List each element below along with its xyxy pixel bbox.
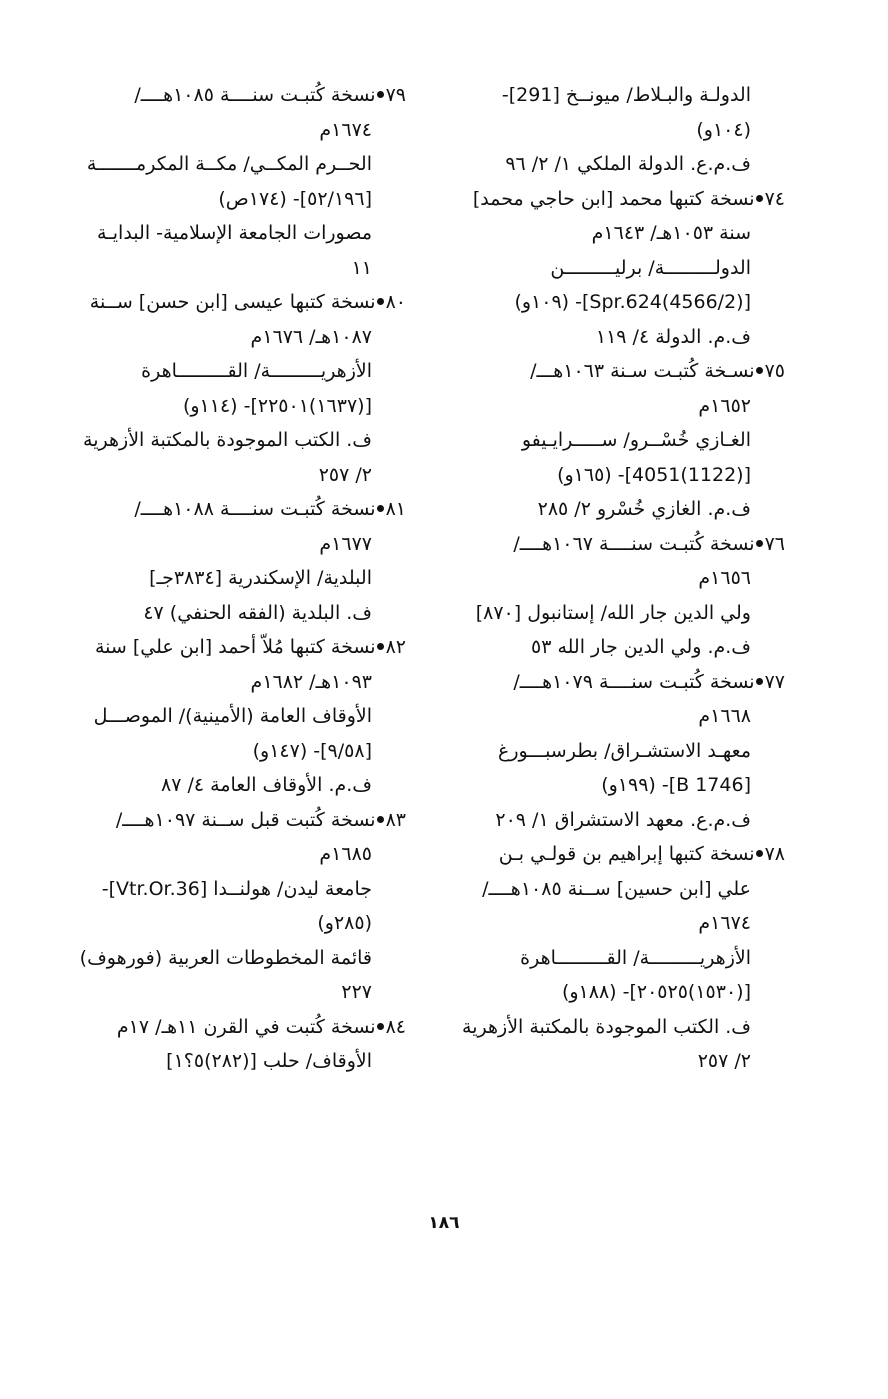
entry-number: ٨٢	[385, 636, 406, 658]
entry-line	[444, 113, 785, 148]
entry-text: نسـخة كُتبـت سـنة ١٠٦٣هـــ/	[530, 360, 755, 382]
entry-text: قائمة المخطوطات العربية (فورهوف)	[79, 946, 372, 969]
entry-line	[66, 216, 406, 251]
entry-heading-line	[66, 630, 406, 665]
entry-line	[66, 561, 406, 596]
entry-text: البلدية/ الإسكندرية [٣٨٣٤جـ]	[149, 567, 372, 589]
entry-text: الأوقاف/ حلب [(٢٨٢)٥؟١]	[166, 1050, 372, 1072]
entry-line	[66, 320, 406, 355]
entry-line	[444, 596, 785, 631]
entry-line	[444, 561, 785, 596]
entry-text: الدولـة والبـلاط/ ميونــخ [291]-	[501, 84, 751, 106]
entry-text: نسخة كتبها إبراهيم بن قولـي بـن	[498, 843, 755, 865]
entry-text: [B 1746]- (١٩٩و)	[601, 774, 751, 796]
entry-line	[444, 458, 785, 493]
entry-text: جامعة ليدن/ هولنــدا [Vtr.Or.36]-	[101, 877, 372, 900]
entry-line	[444, 1044, 785, 1079]
bullet-icon	[377, 643, 384, 650]
entry-text: الحــرم المكــي/ مكــة المكرمـــــــة	[86, 153, 372, 175]
entry-line	[444, 492, 785, 527]
left-column	[66, 78, 406, 1079]
entry-number: ٨٤	[385, 1015, 406, 1038]
entry-line	[444, 803, 785, 838]
entry-text: ف. الكتب الموجودة بالمكتبة الأزهرية	[83, 429, 372, 451]
entry-text: ١٠٨٧هـ/ ١٦٧٦م	[250, 325, 372, 348]
entry-heading-line	[444, 837, 785, 872]
entry-text: ١٦٥٢م	[698, 394, 751, 417]
entry-text: ٢/ ٢٥٧	[318, 463, 372, 486]
entry-text: ١٦٧٧م	[319, 532, 372, 555]
entry-text: ولي الدين جار الله/ إستانبول [٨٧٠]	[475, 601, 751, 624]
entry-number: ٧٤	[764, 187, 785, 210]
bullet-icon	[377, 505, 384, 512]
entry-line	[444, 872, 785, 907]
entry-line	[444, 630, 785, 665]
entry-text: ١٦٦٨م	[698, 705, 751, 727]
entry-text: ١٦٧٤م	[319, 118, 372, 141]
entry-text: [(١٦٣٧)٢٢٥٠١]- (١١٤و)	[182, 394, 372, 417]
entry-text: سنة ١٠٥٣هـ/ ١٦٤٣م	[591, 222, 751, 244]
entry-text: نسخة كُتبـت سنــــة ١٠٨٨هــــ/	[134, 498, 376, 520]
entry-text: ١١	[351, 256, 372, 279]
entry-text: (٢٨٥و)	[317, 912, 372, 934]
entry-line	[66, 182, 406, 217]
entry-heading-line	[444, 182, 785, 217]
entry-text: ١٦٨٥م	[319, 843, 372, 865]
entry-line	[66, 906, 406, 941]
entry-text: (١٠٤و)	[696, 118, 751, 141]
entry-line	[444, 251, 785, 286]
bullet-icon	[377, 816, 384, 823]
bullet-icon	[756, 195, 763, 202]
entry-line	[66, 837, 406, 872]
entry-text: الأزهريـــــــــة/ القـــــــــاهرة	[520, 946, 751, 969]
entry-number: ٧٦	[764, 532, 785, 555]
entry-line	[66, 147, 406, 182]
entry-number: ٨٠	[385, 291, 406, 313]
entry-line	[444, 423, 785, 458]
bullet-icon	[756, 540, 763, 547]
entry-line	[66, 251, 406, 286]
entry-text: ١٠٩٣هـ/ ١٦٨٢م	[250, 670, 372, 693]
entry-number: ٧٧	[764, 670, 785, 693]
entry-line	[444, 699, 785, 734]
bullet-icon	[377, 298, 384, 305]
entry-text: ف.م. الغازي خُسْرو ٢/ ٢٨٥	[537, 498, 751, 520]
entry-heading-line	[66, 803, 406, 838]
entry-text: ٢٢٧	[341, 981, 372, 1003]
entry-text: الدولـــــــــة/ برليـــــــــن	[550, 256, 751, 279]
entry-text: الغـازي خُسْــرو/ ســـــرايـيفو	[521, 429, 751, 451]
entry-text: علي [ابن حسين] ســنة ١٠٨٥هــــ/	[482, 877, 751, 900]
entry-line	[444, 216, 785, 251]
bullet-icon	[377, 1023, 384, 1030]
entry-text: ١٦٥٦م	[698, 567, 751, 589]
entry-heading-line	[66, 1010, 406, 1045]
entry-text: معهـد الاستشـراق/ بطرسبـــورغ	[498, 739, 751, 762]
entry-text: نسخة كتبها محمد [ابن حاجي محمد]	[472, 187, 755, 210]
entry-line	[444, 147, 785, 182]
entry-text: [٥٢/١٩٦]- (١٧٤ص)	[218, 187, 372, 210]
entry-text: [(4566/2)Spr.624]- (١٠٩و)	[514, 291, 751, 313]
entry-text: ف.م. الدولة ٤/ ١١٩	[595, 325, 751, 348]
entry-line	[66, 113, 406, 148]
entry-text: ف.م. الأوقاف العامة ٤/ ٨٧	[161, 774, 372, 796]
entry-line	[444, 941, 785, 976]
entry-heading-line	[66, 285, 406, 320]
entry-line	[66, 596, 406, 631]
entry-text: نسخة كُتبـت سنــــة ١٠٨٥هــــ/	[134, 84, 376, 106]
entry-heading-line	[444, 354, 785, 389]
bullet-icon	[756, 850, 763, 857]
entry-text: نسخة كتبها مُلاّ أحمد [ابن علي] سنة	[94, 636, 376, 658]
entry-text: ١٦٧٤م	[698, 912, 751, 934]
entry-heading-line	[444, 527, 785, 562]
entry-line	[66, 768, 406, 803]
right-column	[444, 78, 785, 1079]
entry-line	[66, 699, 406, 734]
entry-heading-line	[444, 665, 785, 700]
bullet-icon	[756, 678, 763, 685]
page-number: ١٨٦	[428, 1213, 460, 1233]
entry-line	[66, 389, 406, 424]
entry-text: ف.م.ع. معهد الاستشراق ١/ ٢٠٩	[495, 808, 751, 831]
entry-line	[444, 389, 785, 424]
entry-text: نسخة كتبها عيسى [ابن حسن] ســنة	[89, 291, 376, 313]
entry-text: ٢/ ٢٥٧	[697, 1050, 751, 1072]
entry-text: ف.م. ولي الدين جار الله ٥٣	[530, 636, 751, 658]
entry-line	[66, 941, 406, 976]
entry-line	[66, 527, 406, 562]
entry-line	[444, 975, 785, 1010]
entry-line	[66, 872, 406, 907]
entry-heading-line	[66, 492, 406, 527]
entry-text: [٩/٥٨]- (١٤٧و)	[252, 739, 372, 762]
entry-number: ٨٣	[385, 808, 406, 831]
entry-heading-line	[66, 78, 406, 113]
entry-line	[444, 734, 785, 769]
entry-line	[444, 285, 785, 320]
entry-line	[66, 975, 406, 1010]
entry-line	[444, 906, 785, 941]
entry-line	[66, 665, 406, 700]
entry-text: نسخة كُتبت في القرن ١١هـ/ ١٧م	[116, 1015, 376, 1038]
entry-line	[66, 458, 406, 493]
entry-number: ٧٨	[764, 843, 785, 865]
entry-text: ف. الكتب الموجودة بالمكتبة الأزهرية	[462, 1015, 751, 1038]
entry-text: نسخة كُتبت قبل ســنة ١٠٩٧هــــ/	[115, 808, 376, 831]
entry-text: نسخة كُتبـت سنــــة ١٠٦٧هــــ/	[513, 532, 755, 555]
entry-text: [(1122)4051]- (١٦٥و)	[557, 463, 751, 486]
entry-text: ف. البلدية (الفقه الحنفي) ٤٧	[143, 601, 372, 624]
entry-line	[66, 354, 406, 389]
entry-line	[66, 1044, 406, 1079]
entry-text: الأوقاف العامة (الأمينية)/ الموصـــل	[93, 705, 372, 727]
entry-line	[66, 423, 406, 458]
entry-number: ٧٥	[764, 360, 785, 382]
bullet-icon	[756, 367, 763, 374]
entry-line	[444, 320, 785, 355]
entry-line	[444, 768, 785, 803]
entry-text: ف.م.ع. الدولة الملكي ١/ ٢/ ٩٦	[505, 153, 751, 175]
entry-text: الأزهريـــــــــة/ القـــــــــاهرة	[141, 360, 372, 382]
entry-text: [(١٥٣٠)٢٠٥٢٥]- (١٨٨و)	[561, 981, 751, 1003]
entry-text: نسخة كُتبـت سنــــة ١٠٧٩هــــ/	[513, 670, 755, 693]
bullet-icon	[377, 91, 384, 98]
entry-line	[444, 78, 785, 113]
entry-line	[444, 1010, 785, 1045]
entry-number: ٨١	[385, 498, 406, 520]
entry-number: ٧٩	[385, 84, 406, 106]
entry-text: مصورات الجامعة الإسلامية- البدايـة	[97, 222, 372, 244]
entry-line	[66, 734, 406, 769]
